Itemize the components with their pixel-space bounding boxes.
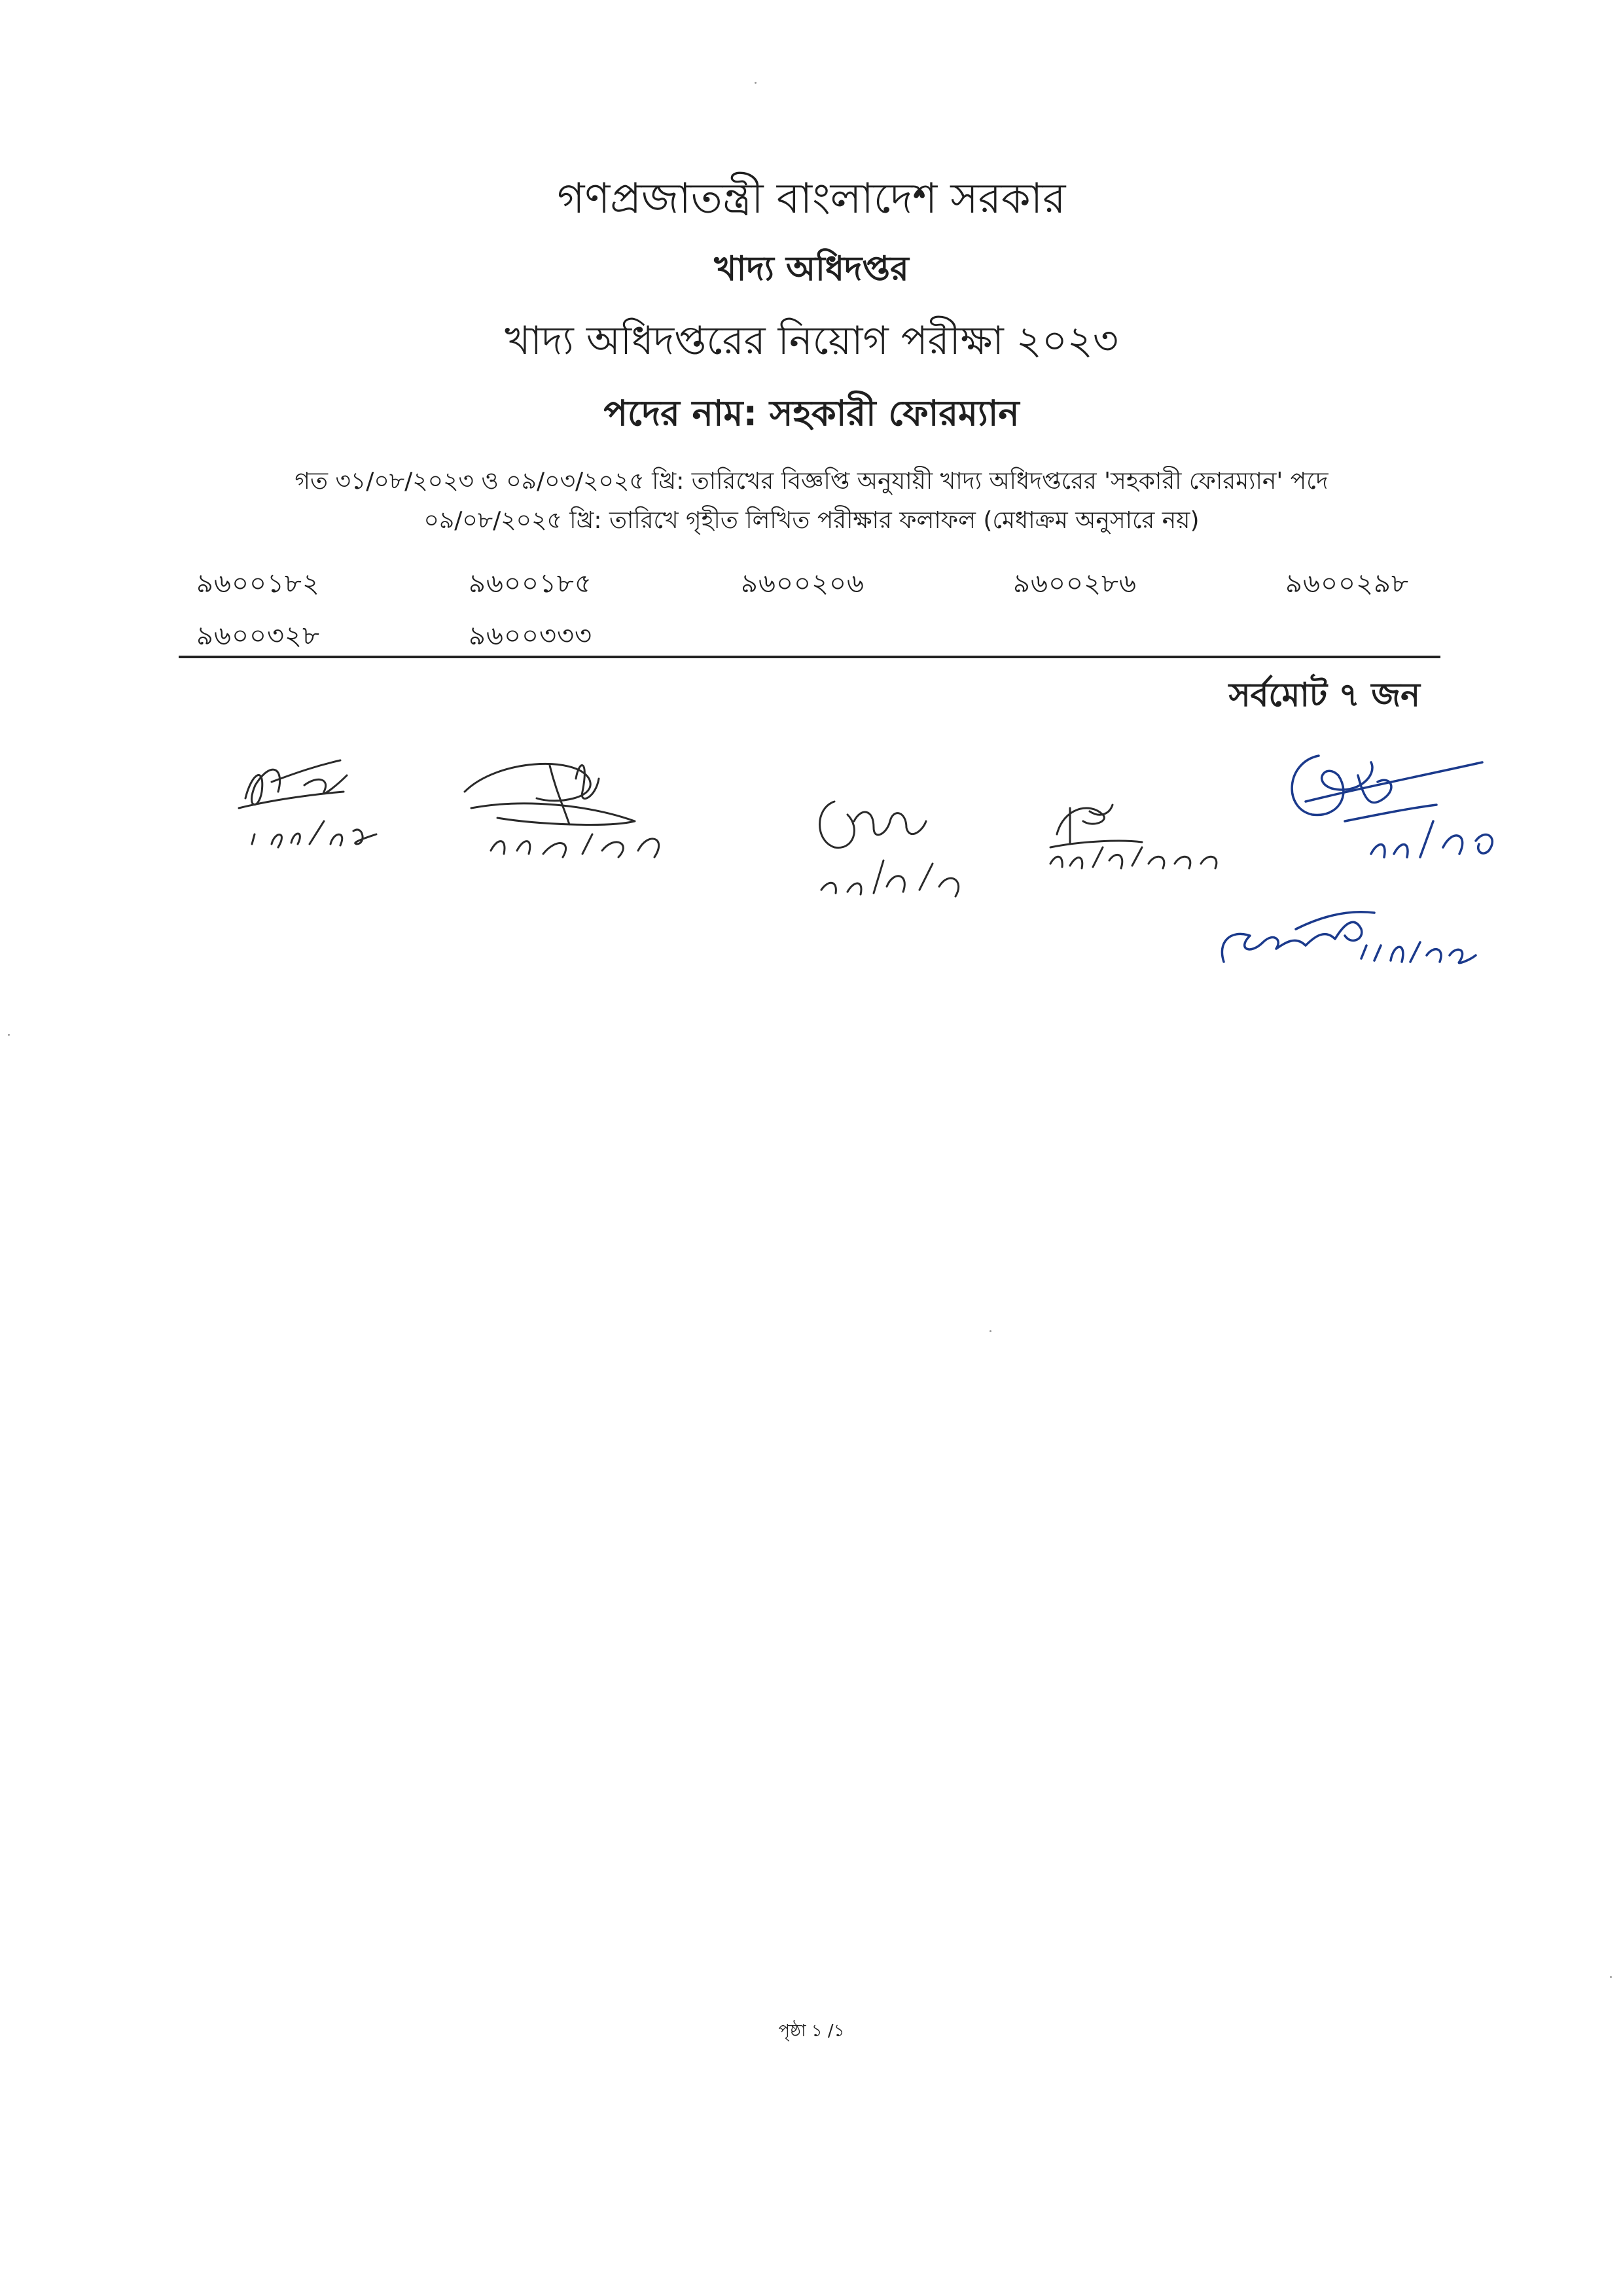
roll-number: ৯৬০০২৯৮ xyxy=(1285,569,1409,599)
signature-6 xyxy=(1211,883,1486,981)
roll-number: ৯৬০০৩২৮ xyxy=(196,621,320,651)
roll-number: ৯৬০০২৮৬ xyxy=(1013,569,1137,599)
roll-number: ৯৬০০১৮৫ xyxy=(469,569,592,599)
exam-title: খাদ্য অধিদপ্তরের নিয়োগ পরীক্ষা ২০২৩ xyxy=(505,318,1118,364)
page-number: পৃষ্ঠা ১ /১ xyxy=(778,2021,845,2041)
divider-line xyxy=(179,656,1440,658)
scan-speck xyxy=(1610,1976,1612,1978)
signature-5 xyxy=(1279,736,1502,874)
government-title: গণপ্রজাতন্ত্রী বাংলাদেশ সরকার xyxy=(557,175,1066,223)
notice-line-2: ০৯/০৮/২০২৫ খ্রি: তারিখে গৃহীত লিখিত পরীক্ষার ফলাফল (মেধাক্রম অনুসারে নয়) xyxy=(423,507,1200,534)
total-count: সর্বমোট ৭ জন xyxy=(1228,676,1420,714)
notice-line-1: গত ৩১/০৮/২০২৩ ও ০৯/০৩/২০২৫ খ্রি: তারিখের বিজ্ঞপ্তি অনুযায়ী খাদ্য অধিদপ্তরের 'সহকারী ফোরম্যান' পদে xyxy=(294,468,1329,495)
roll-number: ৯৬০০২০৬ xyxy=(741,569,865,599)
scan-speck xyxy=(8,1034,10,1036)
department-name: খাদ্য অধিদপ্তর xyxy=(714,249,909,289)
scan-speck xyxy=(755,82,757,84)
roll-number: ৯৬০০১৮২ xyxy=(196,569,320,599)
scan-speck xyxy=(990,1330,991,1332)
signature-1 xyxy=(226,746,416,864)
signature-3 xyxy=(808,782,991,906)
roll-number: ৯৬০০৩৩৩ xyxy=(469,621,593,651)
signature-2 xyxy=(458,752,694,870)
post-name: পদের নাম: সহকারী ফোরম্যান xyxy=(603,393,1020,434)
signature-4 xyxy=(1044,782,1227,880)
